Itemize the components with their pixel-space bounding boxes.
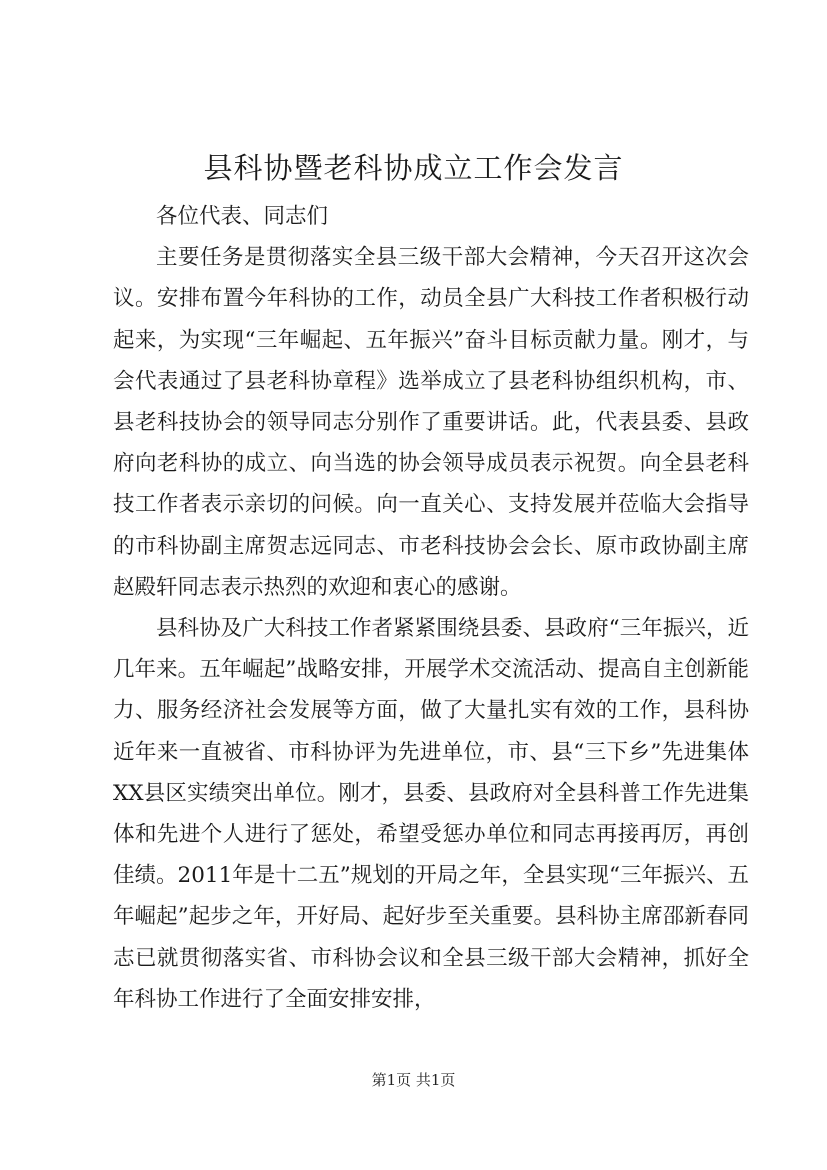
document-body <box>113 196 749 1020</box>
page-number-footer: 第1页 共1页 <box>371 1071 456 1089</box>
paragraph-2: 县科协及广大科技工作者紧紧围绕县委、县政府“三年振兴，近几年来。五年崛起”战略安排，开展学术交流活动、提高自主创新能力、服务经济社会发展等方面，做了大量扎实有效的工作，县科协近年来一直被省、市科协评为先进单位，市、县“三下乡”先进集体XX县区实绩突出单位。刚才，县委、县政府对全县科普工作先进集体和先进个人进行了惩处，希望受惩办单位和同志再接再厉，再创佳绩。2011年是十二五”规划的开局之年，全县实现“三年振兴、五年崛起”起步之年，开好局、起好步至关重要。县科协主席邵新春同志已就贯彻落实省、市科协会议和全县三级干部大会精神，抓好全年科协工作进行了全面安排安排， <box>113 616 749 1012</box>
paragraph-1: 主要任务是贯彻落实全县三级干部大会精神，今天召开这次会议。安排布置今年科协的工作，动员全县广大科技工作者积极行动起来，为实现“三年崛起、五年振兴”奋斗目标贡献力量。刚才，与会代表通过了县老科协章程》选举成立了县老科协组织机构，市、县老科技协会的领导同志分别作了重要讲话。此，代表县委、县政府向老科协的成立、向当选的协会领导成员表示祝贺。向全县老科技工作者表示亲切的问候。向一直关心、支持发展并莅临大会指导的市科协副主席贺志远同志、市老科技协会会长、原市政协副主席赵殿轩同志表示热烈的欢迎和衷心的感谢。 <box>113 245 749 600</box>
salutation: 各位代表、同志们 <box>156 204 329 229</box>
document-title: 县科协暨老科协成立工作会发言 <box>203 151 624 185</box>
